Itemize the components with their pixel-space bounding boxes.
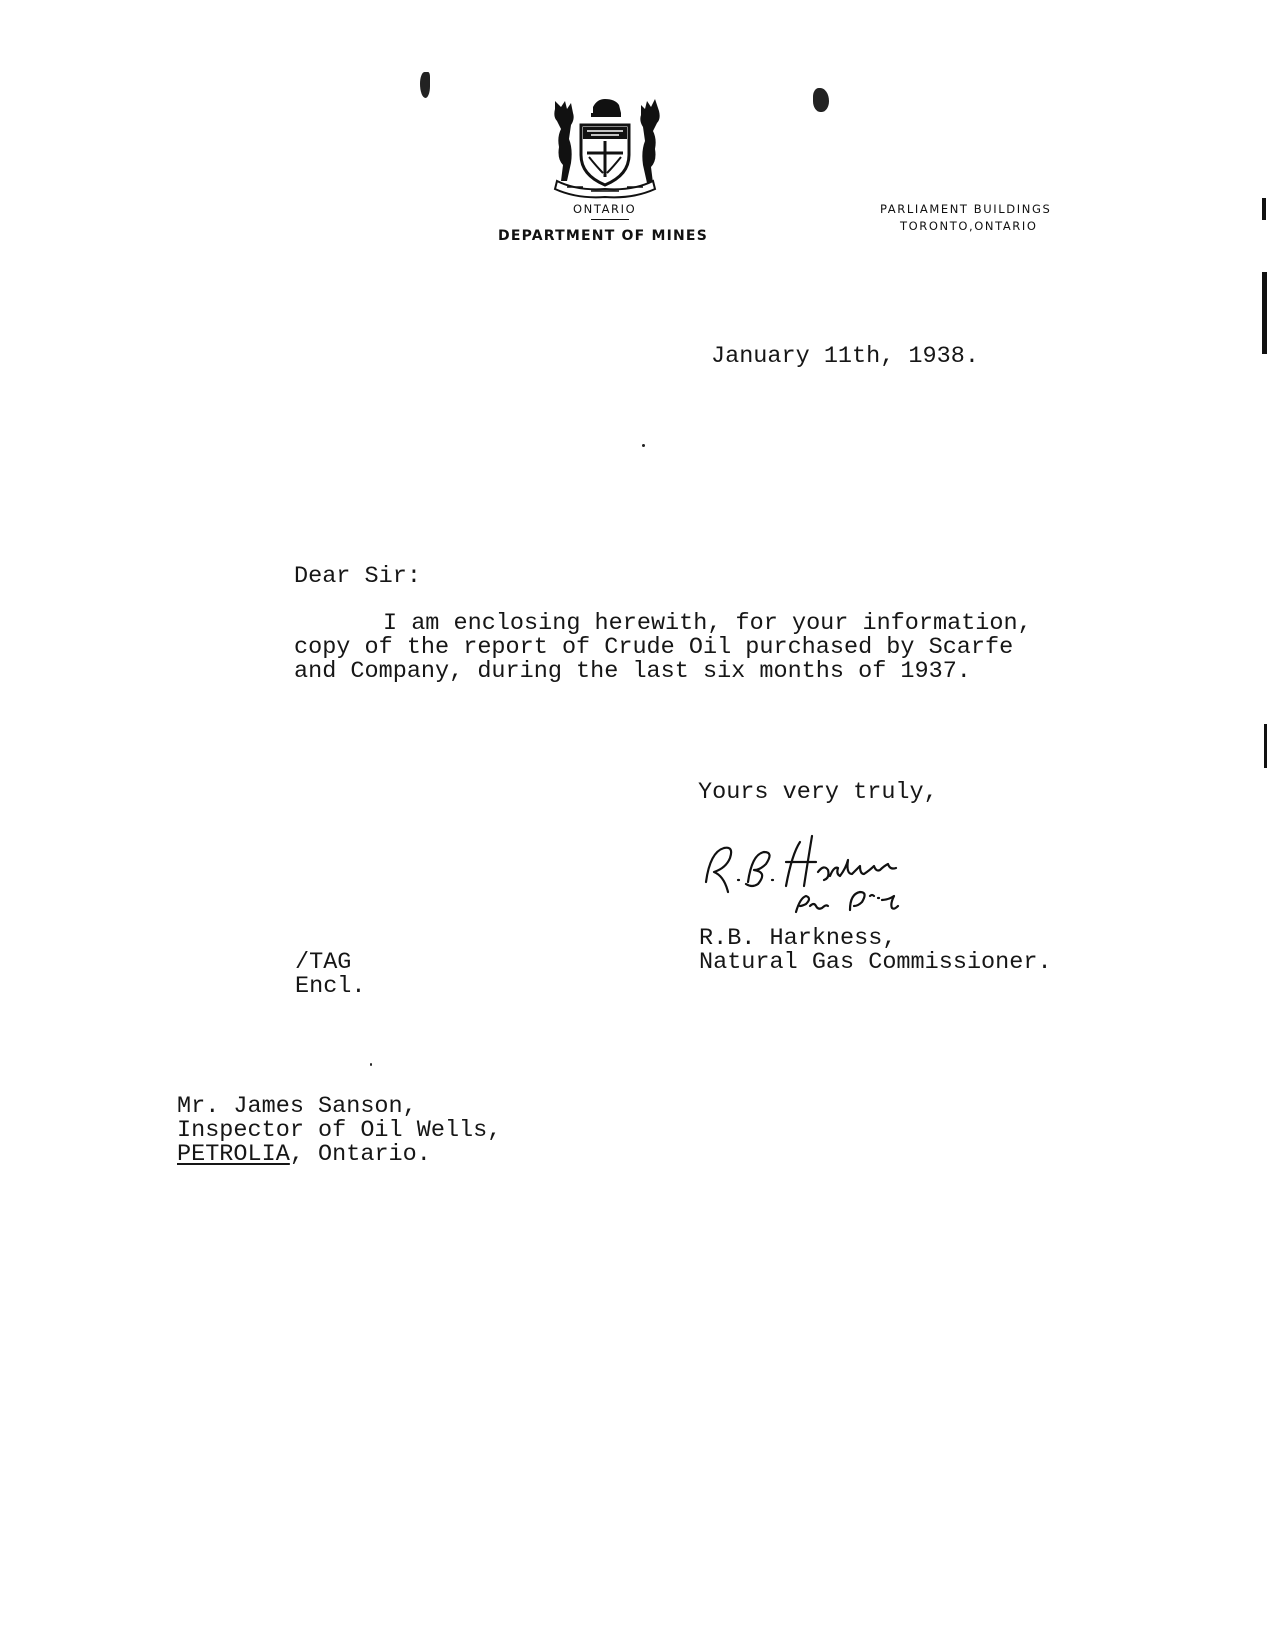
scan-edge-mark [1262,198,1266,220]
scan-artifact-dot [370,1063,372,1066]
body-line-2: copy of the report of Crude Oil purchased by Scarfe [294,634,1014,661]
enclosure-note: Encl. [295,973,366,1000]
letterhead-address-line1: PARLIAMENT BUILDINGS [880,202,1052,216]
scan-edge-mark [1262,272,1267,354]
scan-artifact-right-mark [813,88,829,112]
recipient-title: Inspector of Oil Wells, [177,1117,502,1144]
handwritten-signature [700,826,940,916]
recipient-province: , Ontario. [289,1141,431,1168]
scan-artifact-left-mark [420,72,430,98]
recipient-name: Mr. James Sanson, [177,1093,417,1120]
body-line-3: and Company, during the last six months of 1937. [294,658,971,685]
scan-artifact-dot [642,444,645,447]
signatory-name: R.B. Harkness, [699,925,897,952]
letterhead-address-line2: TORONTO,ONTARIO [900,219,1038,233]
recipient-city: PETROLIA [177,1141,290,1168]
closing: Yours very truly, [698,779,938,806]
letter-date: January 11th, 1938. [711,343,979,370]
salutation: Dear Sir: [294,563,421,590]
reference-initials: /TAG [295,949,352,976]
recipient-address [177,1142,431,1167]
letterhead-province: ONTARIO [573,202,637,216]
letterhead-department: DEPARTMENT OF MINES [498,228,708,244]
body-line-1: I am enclosing herewith, for your information, [383,610,1032,637]
coat-of-arms-icon [547,95,663,199]
signatory-title: Natural Gas Commissioner. [699,949,1052,976]
letterhead-rule [591,219,629,220]
